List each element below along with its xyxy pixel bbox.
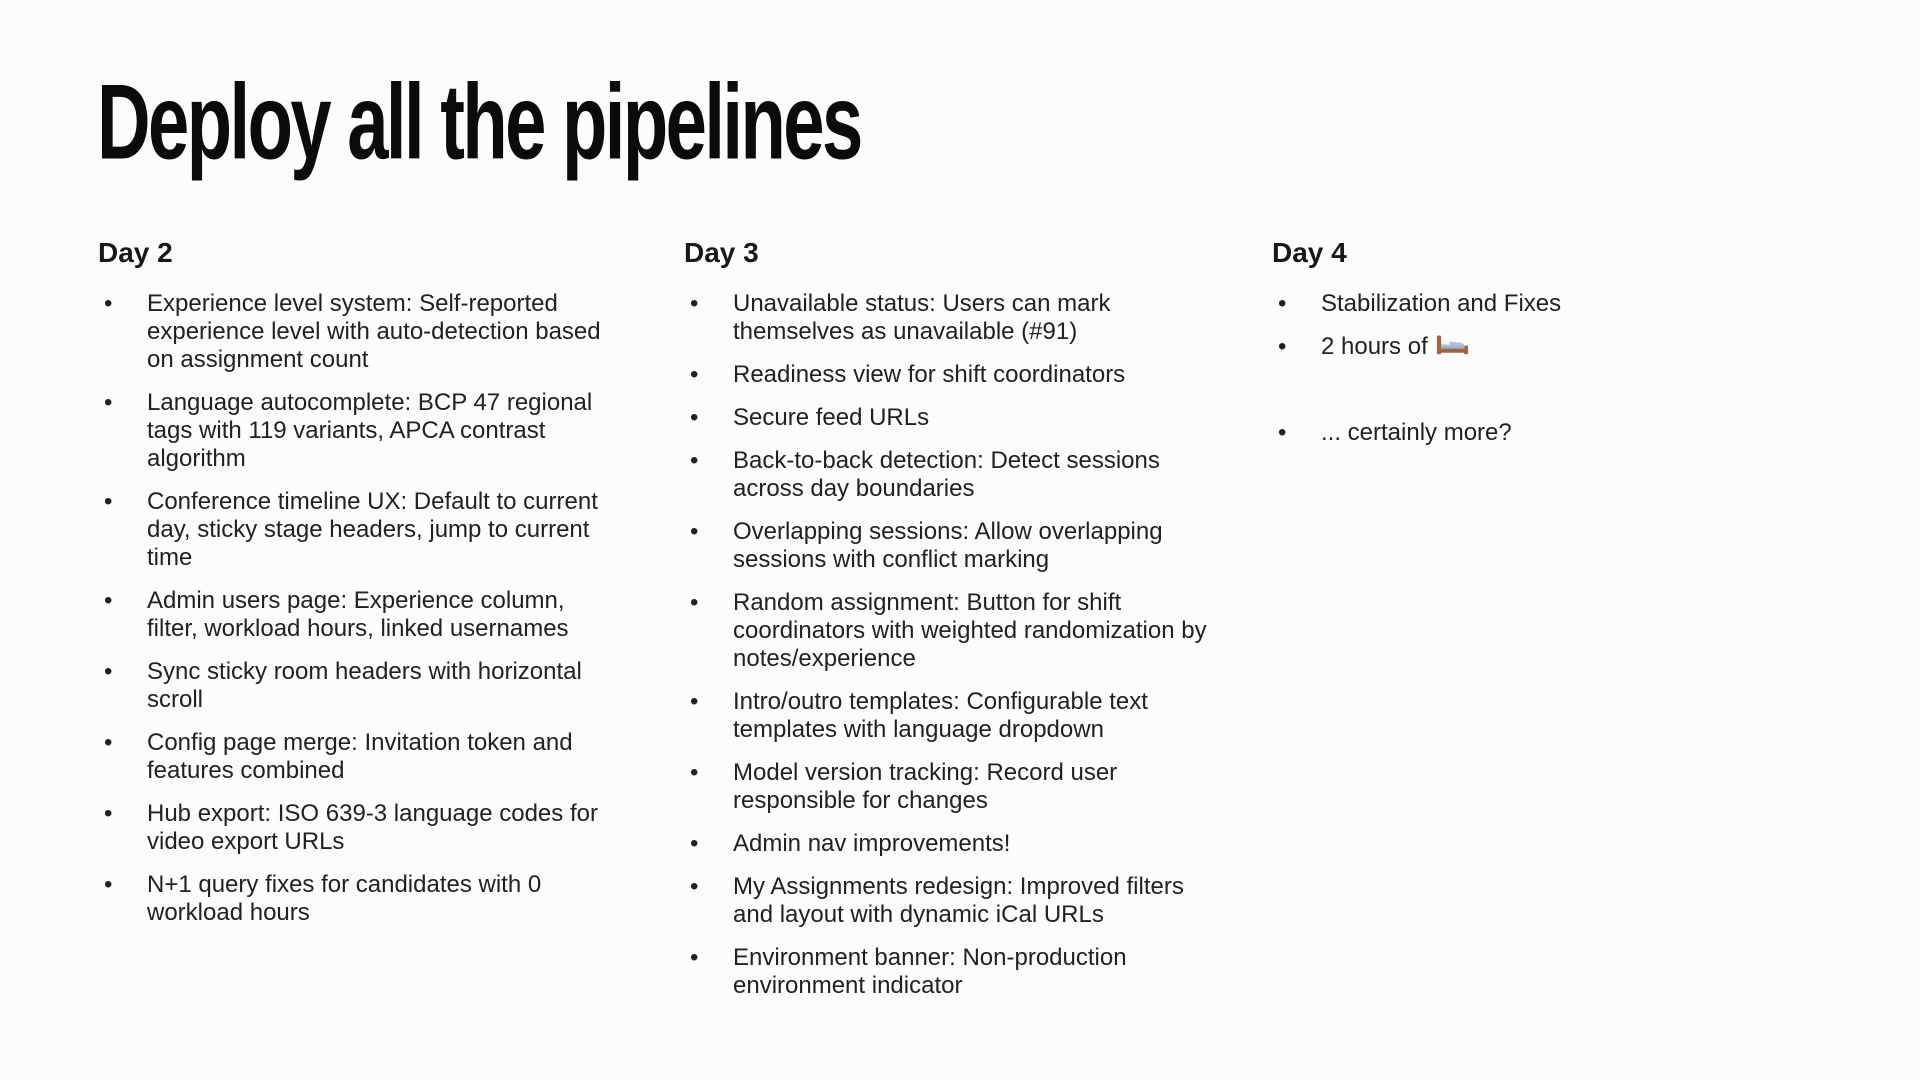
bullet-dot-icon: • <box>104 800 113 827</box>
day-4-bullet-list <box>1272 290 1702 447</box>
bullet-item-text: Experience level system: Self-reported experience level with auto-detection based on assignment count <box>147 290 601 373</box>
slide-title: Deploy all the pipelines <box>97 61 861 182</box>
bullet-item <box>684 830 1212 858</box>
bullet-item-text: Secure feed URLs <box>733 404 930 431</box>
bullet-item <box>98 290 618 374</box>
bullet-dot-icon: • <box>104 658 113 685</box>
bullet-dot-icon: • <box>690 290 699 317</box>
bullet-item <box>684 518 1212 574</box>
bullet-item <box>684 873 1212 929</box>
bullet-dot-icon: • <box>690 589 699 616</box>
day-4-column <box>1272 238 1702 462</box>
bullet-item-text: N+1 query fixes for candidates with 0 workload hours <box>147 871 542 926</box>
day-2-bullet-list <box>98 290 618 927</box>
bullet-dot-icon: • <box>690 518 699 545</box>
bullet-dot-icon: • <box>104 290 113 317</box>
day-3-heading: Day 3 <box>684 237 759 268</box>
bullet-item <box>98 488 618 572</box>
bullet-dot-icon: • <box>104 871 113 898</box>
bullet-dot-icon: • <box>690 404 699 431</box>
bullet-item <box>684 404 1212 432</box>
bullet-item-text: Sync sticky room headers with horizontal scroll <box>147 658 582 713</box>
bullet-item <box>684 759 1212 815</box>
bullet-item-text: 2 hours of <box>1321 333 1702 361</box>
bullet-item-text: Intro/outro templates: Configurable text templates with language dropdown <box>733 688 1148 743</box>
day-4-heading: Day 4 <box>1272 237 1347 268</box>
bullet-item-text: Language autocomplete: BCP 47 regional tags with 119 variants, APCA contrast algorithm <box>147 389 593 472</box>
bullet-item <box>684 944 1212 1000</box>
bullet-item-text: ... certainly more? <box>1321 419 1512 446</box>
day-3-bullet-list <box>684 290 1212 1000</box>
bullet-item-text: Admin nav improvements! <box>733 830 1011 857</box>
bullet-dot-icon: • <box>1278 419 1287 446</box>
bullet-item-text: Admin users page: Experience column, filter, workload hours, linked usernames <box>147 587 569 642</box>
bullet-item-text: Back-to-back detection: Detect sessions across day boundaries <box>733 447 1160 502</box>
bullet-item-text: Unavailable status: Users can mark themselves as unavailable (#91) <box>733 290 1111 345</box>
bullet-item-text: Model version tracking: Record user responsible for changes <box>733 759 1118 814</box>
bullet-item <box>684 447 1212 503</box>
bullet-item <box>98 800 618 856</box>
day-3-column <box>684 238 1212 1015</box>
bullet-item-text: My Assignments redesign: Improved filters and layout with dynamic iCal URLs <box>733 873 1184 928</box>
bullet-dot-icon: • <box>690 830 699 857</box>
bullet-dot-icon: • <box>690 873 699 900</box>
bed-emoji-icon <box>1436 334 1469 358</box>
bullet-item-text: Hub export: ISO 639-3 language codes for video export URLs <box>147 800 598 855</box>
day-2-column <box>98 238 618 942</box>
bullet-item <box>1272 376 1702 404</box>
bullet-item-text: Environment banner: Non-production environment indicator <box>733 944 1127 999</box>
bullet-dot-icon: • <box>104 729 113 756</box>
bullet-item <box>684 361 1212 389</box>
bullet-dot-icon: • <box>104 488 113 515</box>
bullet-item <box>1272 333 1702 361</box>
bullet-item <box>98 871 618 927</box>
bullet-item-text: Overlapping sessions: Allow overlapping sessions with conflict marking <box>733 518 1163 573</box>
bullet-item <box>98 658 618 714</box>
bullet-dot-icon: • <box>690 944 699 971</box>
bullet-item <box>98 587 618 643</box>
bullet-dot-icon: • <box>1278 333 1287 360</box>
bullet-dot-icon: • <box>690 759 699 786</box>
bullet-item-text: Stabilization and Fixes <box>1321 290 1562 317</box>
bullet-dot-icon: • <box>690 361 699 388</box>
bullet-item <box>684 688 1212 744</box>
bullet-item-text: Random assignment: Button for shift coordinators with weighted randomization by notes/experience <box>733 589 1207 672</box>
bullet-item-text: Readiness view for shift coordinators <box>733 361 1126 388</box>
bullet-item <box>98 729 618 785</box>
bullet-item-text: Config page merge: Invitation token and features combined <box>147 729 573 784</box>
bullet-dot-icon: • <box>690 688 699 715</box>
bullet-dot-icon: • <box>104 389 113 416</box>
bullet-item <box>684 290 1212 346</box>
day-2-heading: Day 2 <box>98 237 173 268</box>
bullet-item <box>1272 290 1702 318</box>
bullet-dot-icon: • <box>1278 290 1287 317</box>
bullet-item <box>684 589 1212 673</box>
bullet-dot-icon: • <box>690 447 699 474</box>
bullet-item <box>98 389 618 473</box>
bullet-item <box>1272 419 1702 447</box>
bullet-item-text: Conference timeline UX: Default to current day, sticky stage headers, jump to current time <box>147 488 598 571</box>
bullet-dot-icon: • <box>104 587 113 614</box>
